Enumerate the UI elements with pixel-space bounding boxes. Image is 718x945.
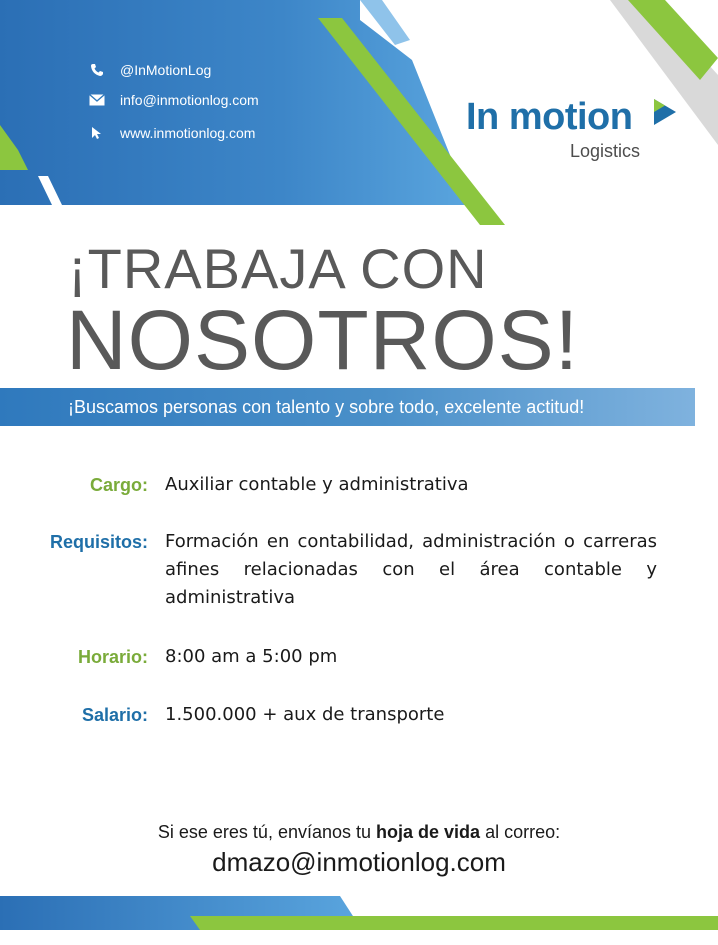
contact-twitter-text: @InMotionLog <box>120 62 212 78</box>
cta-text-bold: hoja de vida <box>376 822 481 842</box>
contact-web[interactable] <box>88 125 255 141</box>
field-value-cargo: Auxiliar contable y administrativa <box>165 474 469 495</box>
envelope-icon <box>88 93 106 107</box>
field-label-horario: Horario: <box>77 647 148 667</box>
cta-text-before: Si ese eres tú, envíanos tu <box>157 822 377 842</box>
field-label-cargo: Cargo: <box>90 475 148 495</box>
footer-base <box>0 930 718 945</box>
field-label-requisitos: Requisitos: <box>49 532 148 552</box>
cta-text-after: al correo: <box>480 822 561 842</box>
headline-line1: ¡TRABAJA CON <box>68 237 488 300</box>
cta-instruction <box>0 822 718 843</box>
headline-line2: NOSOTROS! <box>66 293 580 387</box>
field-value-horario: 8:00 am a 5:00 pm <box>165 646 338 667</box>
brand-logo-subtitle: Logistics <box>570 141 641 161</box>
contact-email[interactable] <box>88 92 259 108</box>
phone-icon <box>88 63 106 77</box>
footer-green-band <box>190 916 718 930</box>
tagline-text: ¡Buscamos personas con talento y sobre todo, excelente actitud! <box>68 397 585 417</box>
brand-logo-name: In motion <box>466 96 633 138</box>
field-value-salario: 1.500.000 + aux de transporte <box>165 704 445 725</box>
field-label-salario: Salario: <box>81 705 148 725</box>
contact-twitter[interactable] <box>88 62 211 78</box>
play-arrow-icon <box>652 97 678 127</box>
contact-web-text: www.inmotionlog.com <box>120 125 256 141</box>
tagline-banner <box>0 388 695 426</box>
field-value-requisitos: Formación en contabilidad, administración o carreras afines relacionadas con el área contable y administrativa <box>165 531 657 608</box>
contact-email-text: info@inmotionlog.com <box>120 92 259 108</box>
cursor-icon <box>88 126 106 140</box>
cta-email-link[interactable]: dmazo@inmotionlog.com <box>212 847 506 877</box>
